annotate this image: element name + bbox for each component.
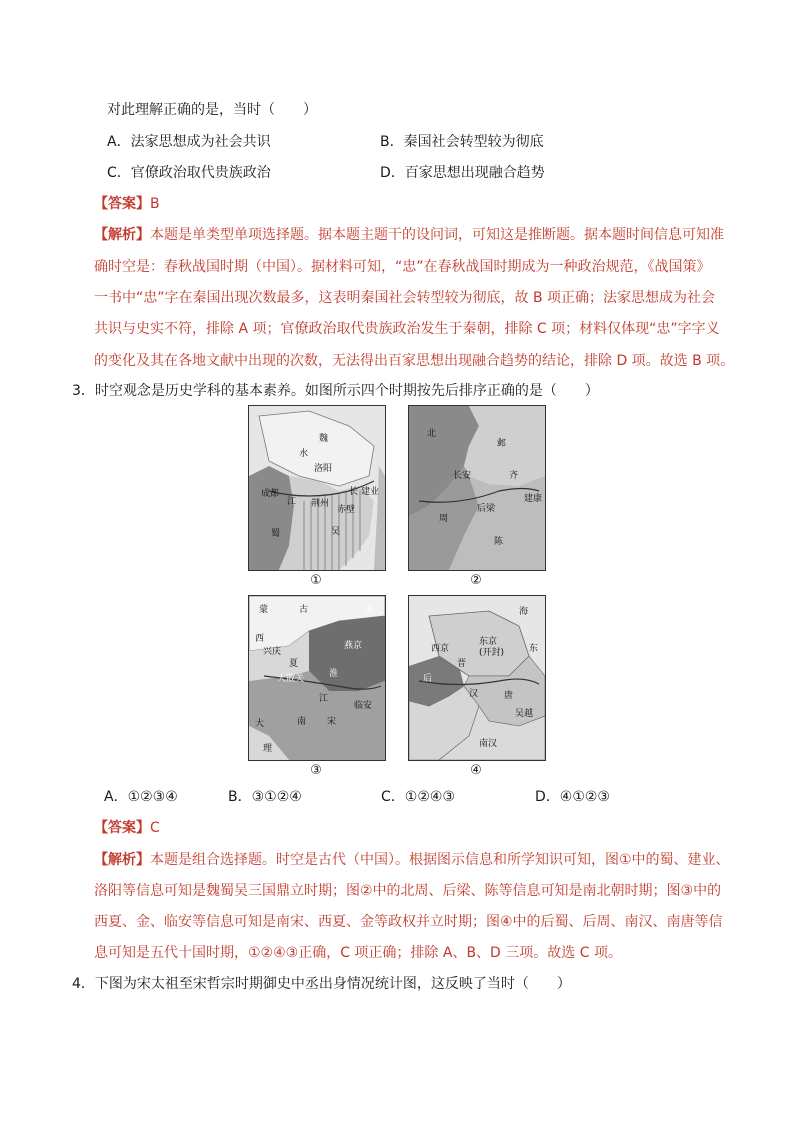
map-figure <box>248 405 548 785</box>
option-b: B．③①②④ <box>228 789 302 805</box>
map-label: 赤壁 <box>337 505 356 515</box>
option-a: A．法家思想成为社会共识 <box>107 134 271 150</box>
analysis-tag: 【解析】 <box>94 227 150 243</box>
map-label: 古 <box>299 605 309 615</box>
map-label: 建康 <box>524 494 543 504</box>
map-label: 西京 <box>431 644 450 654</box>
map-label: 魏 <box>319 434 329 444</box>
analysis-line: 洛阳等信息可知是魏蜀吴三国鼎立时期；图②中的北周、后梁、陈等信息可知是南北朝时期；图③中的 <box>94 883 722 899</box>
map-label: 长安 <box>453 471 472 481</box>
map-label: 江 <box>319 694 329 704</box>
answer-value: B <box>150 196 160 212</box>
analysis-line: 一书中“忠”字在秦国出现次数最多，这表明秦国社会转型较为彻底，故 B 项正确；法家思想成为社会 <box>94 290 716 306</box>
map-label: 唐 <box>504 691 514 701</box>
map-label: 大 <box>255 719 265 729</box>
option-c: C．①②④③ <box>381 789 455 805</box>
map-label: 兴庆 <box>263 647 282 657</box>
map-label: 建业 <box>361 487 380 497</box>
map-label: 后 <box>423 674 433 684</box>
analysis-line: 西夏、金、临安等信息可知是南宋、西夏、金等政权并立时期；图④中的后蜀、后周、南汉、南唐等信 <box>94 914 723 930</box>
map-number: ③ <box>310 763 322 778</box>
option-b: B．秦国社会转型较为彻底 <box>380 134 544 150</box>
map-label: 海 <box>519 607 529 617</box>
option-c: C．官僚政治取代贵族政治 <box>107 165 271 181</box>
map-southern-northern <box>408 405 546 571</box>
question-stem-tail: 对此理解正确的是，当时（ ） <box>107 102 317 118</box>
analysis-line: 确时空是：春秋战国时期（中国）。据材料可知，“忠”在春秋战国时期成为一种政治规范，《战国策》 <box>94 259 711 275</box>
map-three-kingdoms <box>248 405 386 571</box>
map-label: 洛阳 <box>314 464 333 474</box>
map-label: 南 <box>297 717 307 727</box>
answer-row <box>94 818 160 838</box>
map-label: 邺 <box>497 439 507 449</box>
analysis-text: 本题是单类型单项选择题。据本题主题干的设问词，可知这是推断题。据本题时间信息可知准 <box>150 227 724 243</box>
map-label: 南汉 <box>479 739 498 749</box>
map-label: 北 <box>427 429 437 439</box>
map-label: 周 <box>439 514 449 524</box>
map-label: 陈 <box>494 537 504 547</box>
option-d: D．百家思想出现融合趋势 <box>380 165 545 181</box>
analysis-line <box>94 850 730 870</box>
map-label: 西 <box>255 634 265 644</box>
map-label: 齐 <box>509 471 519 481</box>
map-label: 淮 <box>329 669 339 679</box>
analysis-line: 共识与史实不符，排除 A 项；官僚政治取代贵族政治发生于秦朝，排除 C 项；材料仅体现“忠”字字义 <box>94 321 720 337</box>
map-label: 晋 <box>457 659 467 669</box>
map-label: 燕京 <box>344 641 363 651</box>
map-label: 理 <box>263 744 273 754</box>
map-label: (开封) <box>479 648 505 658</box>
map-label: 大散关 <box>277 674 305 684</box>
analysis-line <box>94 225 724 245</box>
map-label: 吴越 <box>515 709 534 719</box>
answer-value: C <box>150 820 160 836</box>
analysis-tag: 【解析】 <box>94 852 150 868</box>
analysis-text: 本题是组合选择题。时空是古代（中国）。根据图示信息和所学知识可知，图①中的蜀、建业、 <box>150 852 730 868</box>
map-label: 江 <box>287 497 297 507</box>
answer-tag: 【答案】 <box>94 196 150 212</box>
map-five-dynasties <box>408 595 546 761</box>
map-label: 夏 <box>289 659 299 669</box>
map-label: 临安 <box>354 701 373 711</box>
map-label: 汉 <box>469 689 479 699</box>
answer-row <box>94 194 160 214</box>
option-a: A．①②③④ <box>104 789 178 805</box>
map-song-jin <box>248 595 386 761</box>
analysis-line: 息可知是五代十国时期，①②④③正确，C 项正确；排除 A、B、D 三项。故选 C 项。 <box>94 945 622 961</box>
question-3-stem: 3．时空观念是历史学科的基本素养。如图所示四个时期按先后排序正确的是（ ） <box>72 383 599 399</box>
question-4-stem: 4．下图为宋太祖至宋哲宗时期御史中丞出身情况统计图，这反映了当时（ ） <box>72 976 571 992</box>
map-label: 蜀 <box>271 529 281 539</box>
option-d: D．④①②③ <box>535 789 610 805</box>
map-label: 后梁 <box>477 504 496 514</box>
analysis-line: 的变化及其在各地文献中出现的次数，无法得出百家思想出现融合趋势的结论，排除 D 项。故选 B 项。 <box>94 353 735 369</box>
map-label: 长 <box>349 487 359 497</box>
map-label: 水 <box>299 449 309 459</box>
map-number: ① <box>310 573 322 588</box>
map-label: 荆州 <box>311 499 330 509</box>
map-number: ② <box>470 573 482 588</box>
map-label: 吴 <box>331 527 341 537</box>
map-label: 蒙 <box>259 605 269 615</box>
map-label: 成都 <box>261 489 280 499</box>
map-label: 东京 <box>479 637 498 647</box>
map-3-graphic <box>249 596 385 760</box>
answer-tag: 【答案】 <box>94 820 150 836</box>
map-number: ④ <box>470 763 482 778</box>
map-label: 金 <box>364 605 374 615</box>
map-label: 东 <box>529 644 539 654</box>
map-label: 宋 <box>327 717 337 727</box>
